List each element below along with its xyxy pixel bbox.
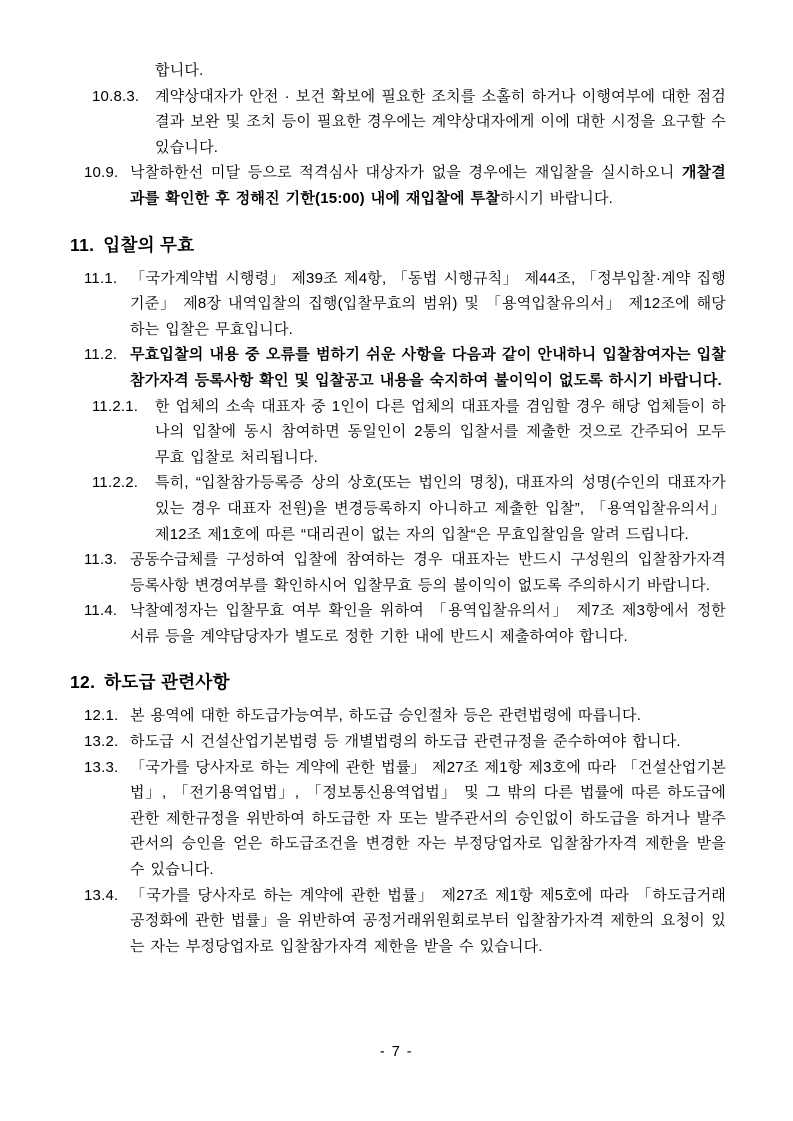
item-number: 11.3. [84, 551, 118, 569]
text-run: 개찰결과를 확인한 후 정해진 기한(15:00) 내에 재입찰에 투찰 [130, 164, 726, 207]
item-number: 13.3. [84, 758, 119, 776]
item-number: 11.1. [84, 269, 118, 287]
section-title: 입찰의 무효 [103, 234, 195, 255]
section-heading-11 [70, 233, 726, 257]
section-heading-12 [70, 670, 726, 694]
text-run: 하시기 바랍니다. [499, 189, 614, 207]
document-body [70, 58, 726, 959]
list-item-13-2 [70, 729, 726, 755]
item-number: 11.4. [84, 602, 118, 620]
item-number: 13.2. [84, 733, 119, 751]
text-run: 낙찰예정자는 입찰무효 여부 확인을 위하여 「용역입찰유의서」 제7조 제3항에서 정한 서류 등을 계약담당자가 별도로 정한 기한 내에 반드시 제출하여야 합니다. [130, 602, 726, 645]
section-number: 12. [70, 672, 96, 693]
item-number: 11.2.2. [92, 474, 139, 492]
list-item-13-4 [70, 883, 726, 960]
item-number: 13.4. [84, 886, 119, 904]
item-text [130, 733, 681, 750]
text-run: 「국가를 당사자로 하는 계약에 관한 법률」 제27조 제1항 제5호에 따라 「하도급거래 공정화에 관한 법률」을 위반하여 공정거래위원회로부터 입찰참가자격 제한의 요청이 있는 자는 부정당업자로 입찰참가자격 제한을 받을 수 있습니다. [130, 886, 726, 955]
list-item-11-1 [70, 266, 726, 343]
item-text [130, 164, 726, 207]
item-text [130, 759, 726, 878]
list-item-11-3 [70, 547, 726, 598]
item-number: 12.1. [84, 707, 119, 725]
item-text [130, 270, 726, 338]
page-number: - 7 - [379, 1044, 414, 1060]
item-number: 10.9. [84, 164, 119, 182]
text-run: 「국가를 당사자로 하는 계약에 관한 법률」 제27조 제1항 제3호에 따라 「건설산업기본법」, 「전기용역업법」, 「정보통신용역업법」 및 그 밖의 다른 법률에 따른 하도급에 관한 제한규정을 위반하여 하도급한 자 또는 발주관서의 승인없이 하도급을 하거나 발주관서의 승인을 얻은 하도급조건을 변경한 자는 부정당업자로 입찰참가자격 제한을 받을 수 있습니다. [130, 758, 726, 879]
text-run: 무효입찰의 내용 중 오류를 범하기 쉬운 사항을 다음과 같이 안내하니 입찰참여자는 입찰참가자격 등록사항 확인 및 입찰공고 내용을 숙지하여 불이익이 없도록 하시기 바랍니다. [130, 346, 726, 389]
text-run: 계약상대자가 안전 · 보건 확보에 필요한 조치를 소홀히 하거나 이행여부에 대한 점검결과 보완 및 조치 등이 필요한 경우에는 계약상대자에게 이에 대한 시정을 요구할 수 있습니다. [155, 87, 726, 156]
item-text [155, 398, 726, 466]
list-item-10-8-3 [70, 84, 726, 161]
text-run: 본 용역에 대한 하도급가능여부, 하도급 승인절차 등은 관련법령에 따릅니다. [130, 707, 642, 725]
list-item-12-1 [70, 703, 726, 729]
section-number: 11. [70, 234, 95, 255]
item-number: 11.2.1. [92, 397, 139, 415]
item-text [130, 887, 726, 955]
item-number: 10.8.3. [92, 87, 140, 105]
list-item-13-3 [70, 755, 726, 883]
item-number: 11.2. [84, 346, 118, 364]
text-run: 합니다. [155, 62, 204, 79]
text-run: 한 업체의 소속 대표자 중 1인이 다른 업체의 대표자를 겸임할 경우 해당 업체들이 하나의 입찰에 동시 참여하면 동일인이 2통의 입찰서를 제출한 것으로 간주되어 모두 무효 입찰로 처리됩니다. [155, 397, 726, 466]
item-text [130, 707, 641, 724]
item-text [130, 551, 726, 594]
text-run: 「국가계약법 시행령」 제39조 제4항, 「동법 시행규칙」 제44조, 「정부입찰·계약 집행기준」 제8장 내역입찰의 집행(입찰무효의 범위) 및 「용역입찰유의서」 제12조에 해당하는 입찰은 무효입니다. [130, 269, 726, 338]
text-run: 공동수급체를 구성하여 입찰에 참여하는 경우 대표자는 반드시 구성원의 입찰참가자격 등록사항 변경여부를 확인하시어 입찰무효 등의 불이익이 없도록 주의하시기 바랍니다. [130, 551, 726, 594]
list-item-11-2-1 [70, 394, 726, 471]
item-text [155, 88, 726, 156]
item-text [155, 62, 203, 79]
section-title: 하도급 관련사항 [104, 672, 230, 693]
item-text [155, 474, 726, 542]
list-item-11-4 [70, 598, 726, 649]
text-run: 하도급 시 건설산업기본법령 등 개별법령의 하도급 관련규정을 준수하여야 합니다. [130, 733, 681, 751]
list-item-11-2-2 [70, 470, 726, 547]
text-run: 특히, “입찰참가등록증 상의 상호(또는 법인의 명칭), 대표자의 성명(수인의 대표자가 있는 경우 대표자 전원)을 변경등록하지 아니하고 제출한 입찰”, 「용역입찰유의서」 제12조 제1호에 따른 “대리권이 없는 자의 입찰“은 무효입찰임을 알려 드립니다. [155, 474, 726, 543]
paragraph-continuation [70, 58, 726, 84]
list-item-10-9 [70, 160, 726, 211]
item-text [130, 602, 726, 645]
list-item-11-2 [70, 342, 726, 393]
text-run: 낙찰하한선 미달 등으로 적격심사 대상자가 없을 경우에는 재입찰을 실시하오니 [130, 164, 682, 182]
item-text [130, 346, 726, 389]
